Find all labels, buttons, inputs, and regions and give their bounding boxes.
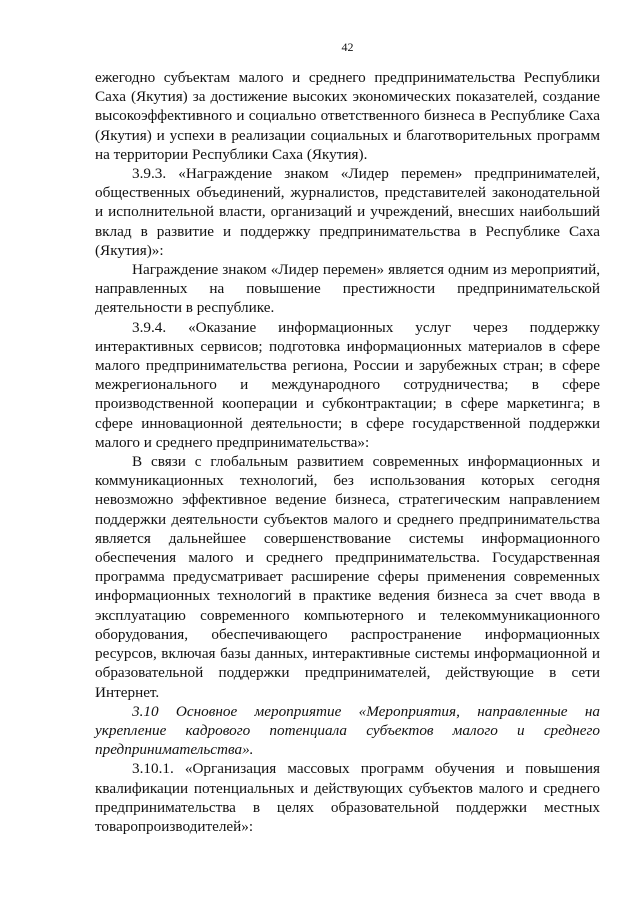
paragraph-leader-award: Награждение знаком «Лидер перемен» является одним из мероприятий, направленных на повышение престижности предпринимательской деятельности в республике. xyxy=(95,261,600,317)
paragraph-3-10-1: 3.10.1. «Организация массовых программ обучения и повышения квалификации потенциальных и действующих субъектов малого и среднего предпринимательства в целях образовательной поддержки местных товаропроизводителей»: xyxy=(95,760,600,835)
paragraph-3-9-3: 3.9.3. «Награждение знаком «Лидер перемен» предпринимателей, общественных объединений, журналистов, представителей законодательной и исполнительной власти, организаций и учреждений, внесших наибольший вклад в развитие и поддержку предпринимательства в Республике Саха (Якутия)»: xyxy=(95,165,600,259)
paragraph-3-10-main-activity: 3.10 Основное мероприятие «Мероприятия, направленные на укрепление кадрового потенциала субъектов малого и среднего предпринимательства». xyxy=(95,702,600,759)
document-page xyxy=(95,40,600,836)
paragraph-3-9-4: 3.9.4. «Оказание информационных услуг через поддержку интерактивных сервисов; подготовка информационных материалов в сфере малого предпринимательства региона, России и зарубежных стран; в сфере межрегионального и международного сотрудничества; в сфере производственной кооперации и субконтрактации; в сфере маркетинга; в сфере инновационной деятельности; в сфере государственной поддержки малого и среднего предпринимательства»: xyxy=(95,318,600,451)
paragraph-information-technologies: В связи с глобальным развитием современных информационных и коммуникационных технологий, без использования которых сегодня невозможно эффективное ведение бизнеса, стратегическим направлением поддержки деятельности субъектов малого и среднего предпринимательства является дальнейшее совершенствование системы информационного обеспечения малого и среднего предпринимательства. Государственная программа предусматривает расширение сферы применения современных информационных технологий в практике ведения бизнеса за счет ввода в эксплуатацию современного компьютерного и телекоммуникационного оборудования, обеспечивающего распространение информационных ресурсов, включая базы данных, интерактивные системы информационной и образовательной поддержки предпринимателей, действующие в сети Интернет. xyxy=(95,453,600,701)
paragraph-continuation: ежегодно субъектам малого и среднего предпринимательства Республики Саха (Якутия) за достижение высоких экономических показателей, создание высокоэффективного и социально ответственного бизнеса в Республике Саха (Якутия) и успехи в реализации социальных и благотворительных программ на территории Республики Саха (Якутия). xyxy=(95,69,600,163)
page-number: 42 xyxy=(341,40,354,54)
